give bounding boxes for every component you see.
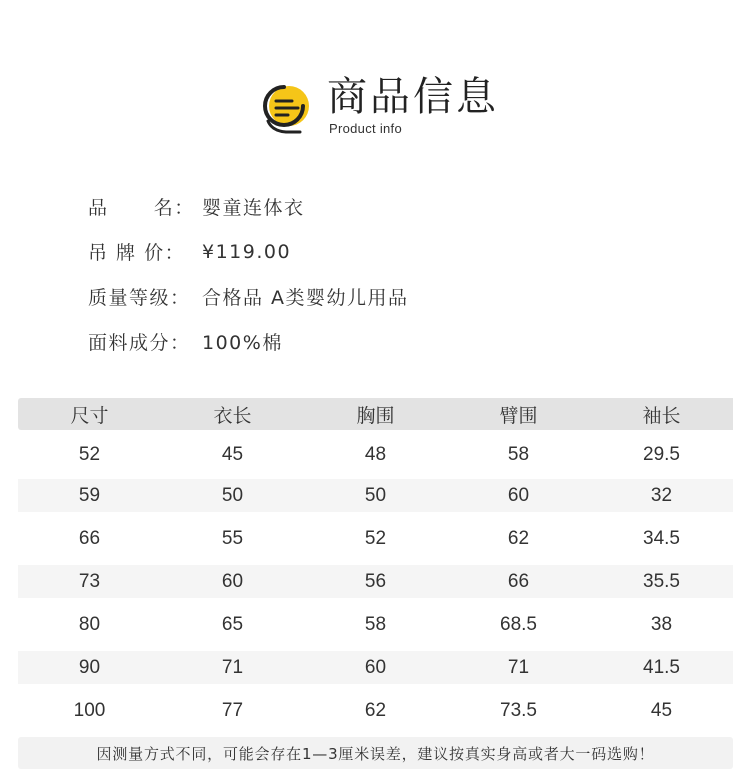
table-cell: 73 bbox=[78, 570, 101, 592]
table-cell: 35.5 bbox=[643, 570, 680, 592]
table-cell: 71 bbox=[507, 656, 530, 678]
table-cell: 90 bbox=[78, 656, 101, 678]
table-cell: 58 bbox=[364, 613, 387, 635]
table-cell: 68.5 bbox=[500, 613, 537, 635]
page-subtitle: Product info bbox=[329, 121, 402, 136]
page-header bbox=[262, 74, 499, 136]
info-label: 面料成分： bbox=[88, 332, 191, 354]
table-row bbox=[18, 651, 733, 684]
column-header: 袖长 bbox=[642, 404, 681, 427]
product-info-list bbox=[88, 184, 409, 364]
info-label: 吊 牌 价： bbox=[88, 242, 186, 264]
table-cell: 45 bbox=[650, 699, 673, 721]
table-cell: 41.5 bbox=[643, 656, 680, 678]
info-value: 100%棉 bbox=[202, 332, 283, 354]
table-header-row bbox=[18, 398, 733, 430]
title-block bbox=[327, 74, 499, 136]
table-cell: 60 bbox=[364, 656, 387, 678]
table-cell: 66 bbox=[78, 527, 101, 549]
table-cell: 77 bbox=[221, 699, 244, 721]
info-row-price bbox=[88, 229, 409, 274]
document-list-icon bbox=[262, 84, 312, 136]
table-cell: 52 bbox=[78, 443, 101, 465]
info-value: ¥119.00 bbox=[202, 240, 292, 263]
info-value: 合格品 A类婴幼儿用品 bbox=[202, 287, 409, 309]
table-row bbox=[18, 479, 733, 512]
table-cell: 80 bbox=[78, 613, 101, 635]
table-cell: 29.5 bbox=[643, 443, 680, 465]
table-cell: 32 bbox=[650, 484, 673, 506]
table-cell: 34.5 bbox=[643, 527, 680, 549]
table-row bbox=[18, 430, 733, 479]
column-header: 尺寸 bbox=[70, 404, 109, 427]
table-cell: 52 bbox=[364, 527, 387, 549]
table-cell: 45 bbox=[221, 443, 244, 465]
table-cell: 56 bbox=[364, 570, 387, 592]
table-cell: 62 bbox=[507, 527, 530, 549]
table-cell: 50 bbox=[221, 484, 244, 506]
info-row-fabric bbox=[88, 319, 409, 364]
table-cell: 55 bbox=[221, 527, 244, 549]
table-row bbox=[18, 598, 733, 651]
table-cell: 38 bbox=[650, 613, 673, 635]
page-title: 商品信息 bbox=[327, 74, 499, 120]
size-table bbox=[18, 398, 733, 737]
info-value: 婴童连体衣 bbox=[202, 197, 305, 219]
info-row-grade bbox=[88, 274, 409, 319]
info-row-name bbox=[88, 184, 409, 229]
column-header: 衣长 bbox=[213, 404, 252, 427]
table-cell: 66 bbox=[507, 570, 530, 592]
table-cell: 59 bbox=[78, 484, 101, 506]
table-cell: 48 bbox=[364, 443, 387, 465]
info-label: 质量等级： bbox=[88, 287, 191, 309]
table-cell: 71 bbox=[221, 656, 244, 678]
info-label: 品 名： bbox=[88, 197, 195, 219]
table-cell: 73.5 bbox=[500, 699, 537, 721]
column-header: 胸围 bbox=[356, 404, 395, 427]
column-header: 臂围 bbox=[499, 404, 538, 427]
table-cell: 58 bbox=[507, 443, 530, 465]
table-row bbox=[18, 512, 733, 565]
table-cell: 65 bbox=[221, 613, 244, 635]
table-cell: 60 bbox=[507, 484, 530, 506]
table-cell: 60 bbox=[221, 570, 244, 592]
measurement-note: 因测量方式不同，可能会存在1—3厘米误差，建议按真实身高或者大一码选购！ bbox=[18, 737, 733, 769]
table-row bbox=[18, 684, 733, 737]
table-cell: 50 bbox=[364, 484, 387, 506]
table-cell: 62 bbox=[364, 699, 387, 721]
table-cell: 100 bbox=[73, 699, 106, 721]
table-row bbox=[18, 565, 733, 598]
